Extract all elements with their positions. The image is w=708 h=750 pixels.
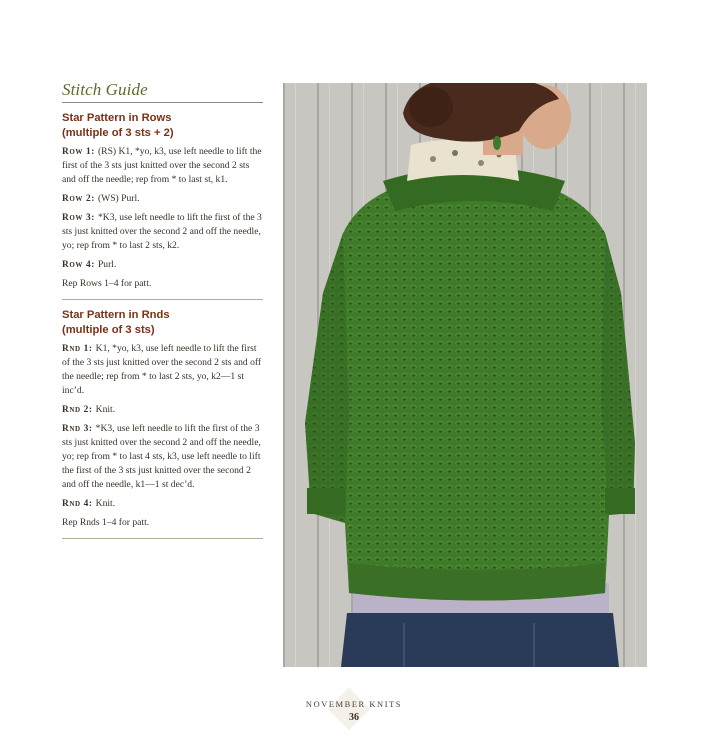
hair-bun — [409, 87, 453, 127]
rows-heading-line2: (multiple of 3 sts + 2) — [62, 127, 174, 139]
rnds-repeat-note: Rep Rnds 1–4 for patt. — [62, 517, 150, 528]
row-2-instruction — [62, 192, 263, 206]
rnd-2-text: Knit. — [95, 404, 116, 415]
bottom-divider — [62, 538, 263, 539]
sweater-body — [305, 183, 635, 601]
row-1-text: (RS) K1, *yo, k3, use left needle to lift the first of the 3 sts just knitted over the second 2 sts and off the needle; rep from * to last st, k1. — [62, 146, 262, 185]
rnd-1-instruction — [62, 342, 263, 398]
footer-book-title: NOVEMBER KNITS — [305, 700, 403, 709]
rnd-1-label: Rnd 1: — [62, 344, 93, 354]
rnd-3-text: *K3, use left needle to lift the first of the 3 sts just knitted over the second 2 and off the needle, yo; rep from * to last 4 sts, k3, use left needle to lift the first of the 3 sts just knitted over the second 2 and off the needle, k1—1 st dec’d. — [62, 423, 261, 490]
rnd-4-label: Rnd 4: — [62, 499, 93, 509]
sweater-photo — [283, 83, 647, 667]
rnd-4-text: Knit. — [95, 498, 116, 509]
row-3-label: Row 3: — [62, 213, 95, 223]
row-4-instruction — [62, 258, 263, 272]
sweater-photo-illustration — [283, 83, 647, 667]
row-2-text: (WS) Purl. — [97, 193, 140, 204]
footer-diamond — [328, 688, 370, 730]
rnd-3-label: Rnd 3: — [62, 424, 93, 434]
rnd-1-text: K1, *yo, k3, use left needle to lift the first of the 3 sts just knitted over the second 2 sts and off the needle; rep from * to last 2 sts, yo, k2—1 st inc’d. — [62, 343, 262, 396]
stitch-guide-title: Stitch Guide — [62, 80, 263, 103]
rows-repeat-note: Rep Rows 1–4 for patt. — [62, 278, 152, 289]
rnds-heading-line1: Star Pattern in Rnds — [62, 309, 170, 321]
rows-section — [62, 111, 263, 291]
rnds-section-heading — [62, 308, 263, 338]
rows-section-heading — [62, 111, 263, 141]
page-footer — [0, 690, 708, 738]
rnd-2-label: Rnd 2: — [62, 405, 93, 415]
rnds-heading-line2: (multiple of 3 sts) — [62, 324, 155, 336]
rnd-3-instruction — [62, 422, 263, 492]
rnd-2-instruction — [62, 403, 263, 417]
rnds-section — [62, 308, 263, 530]
row-1-instruction — [62, 145, 263, 187]
section-divider — [62, 299, 263, 300]
row-4-text: Purl. — [97, 259, 117, 270]
jeans — [341, 613, 619, 667]
earring — [493, 136, 501, 150]
stitch-guide-column — [62, 80, 263, 547]
row-2-label: Row 2: — [62, 194, 95, 204]
rnd-4-instruction — [62, 497, 263, 511]
page-number: 36 — [349, 712, 359, 723]
row-3-instruction — [62, 211, 263, 253]
row-1-label: Row 1: — [62, 147, 95, 157]
rows-heading-line1: Star Pattern in Rows — [62, 112, 172, 124]
row-3-text: *K3, use left needle to lift the first of the 3 sts just knitted over the second 2 and off the needle, yo; rep from * to last 2 sts, k2. — [62, 212, 262, 251]
row-4-label: Row 4: — [62, 260, 95, 270]
